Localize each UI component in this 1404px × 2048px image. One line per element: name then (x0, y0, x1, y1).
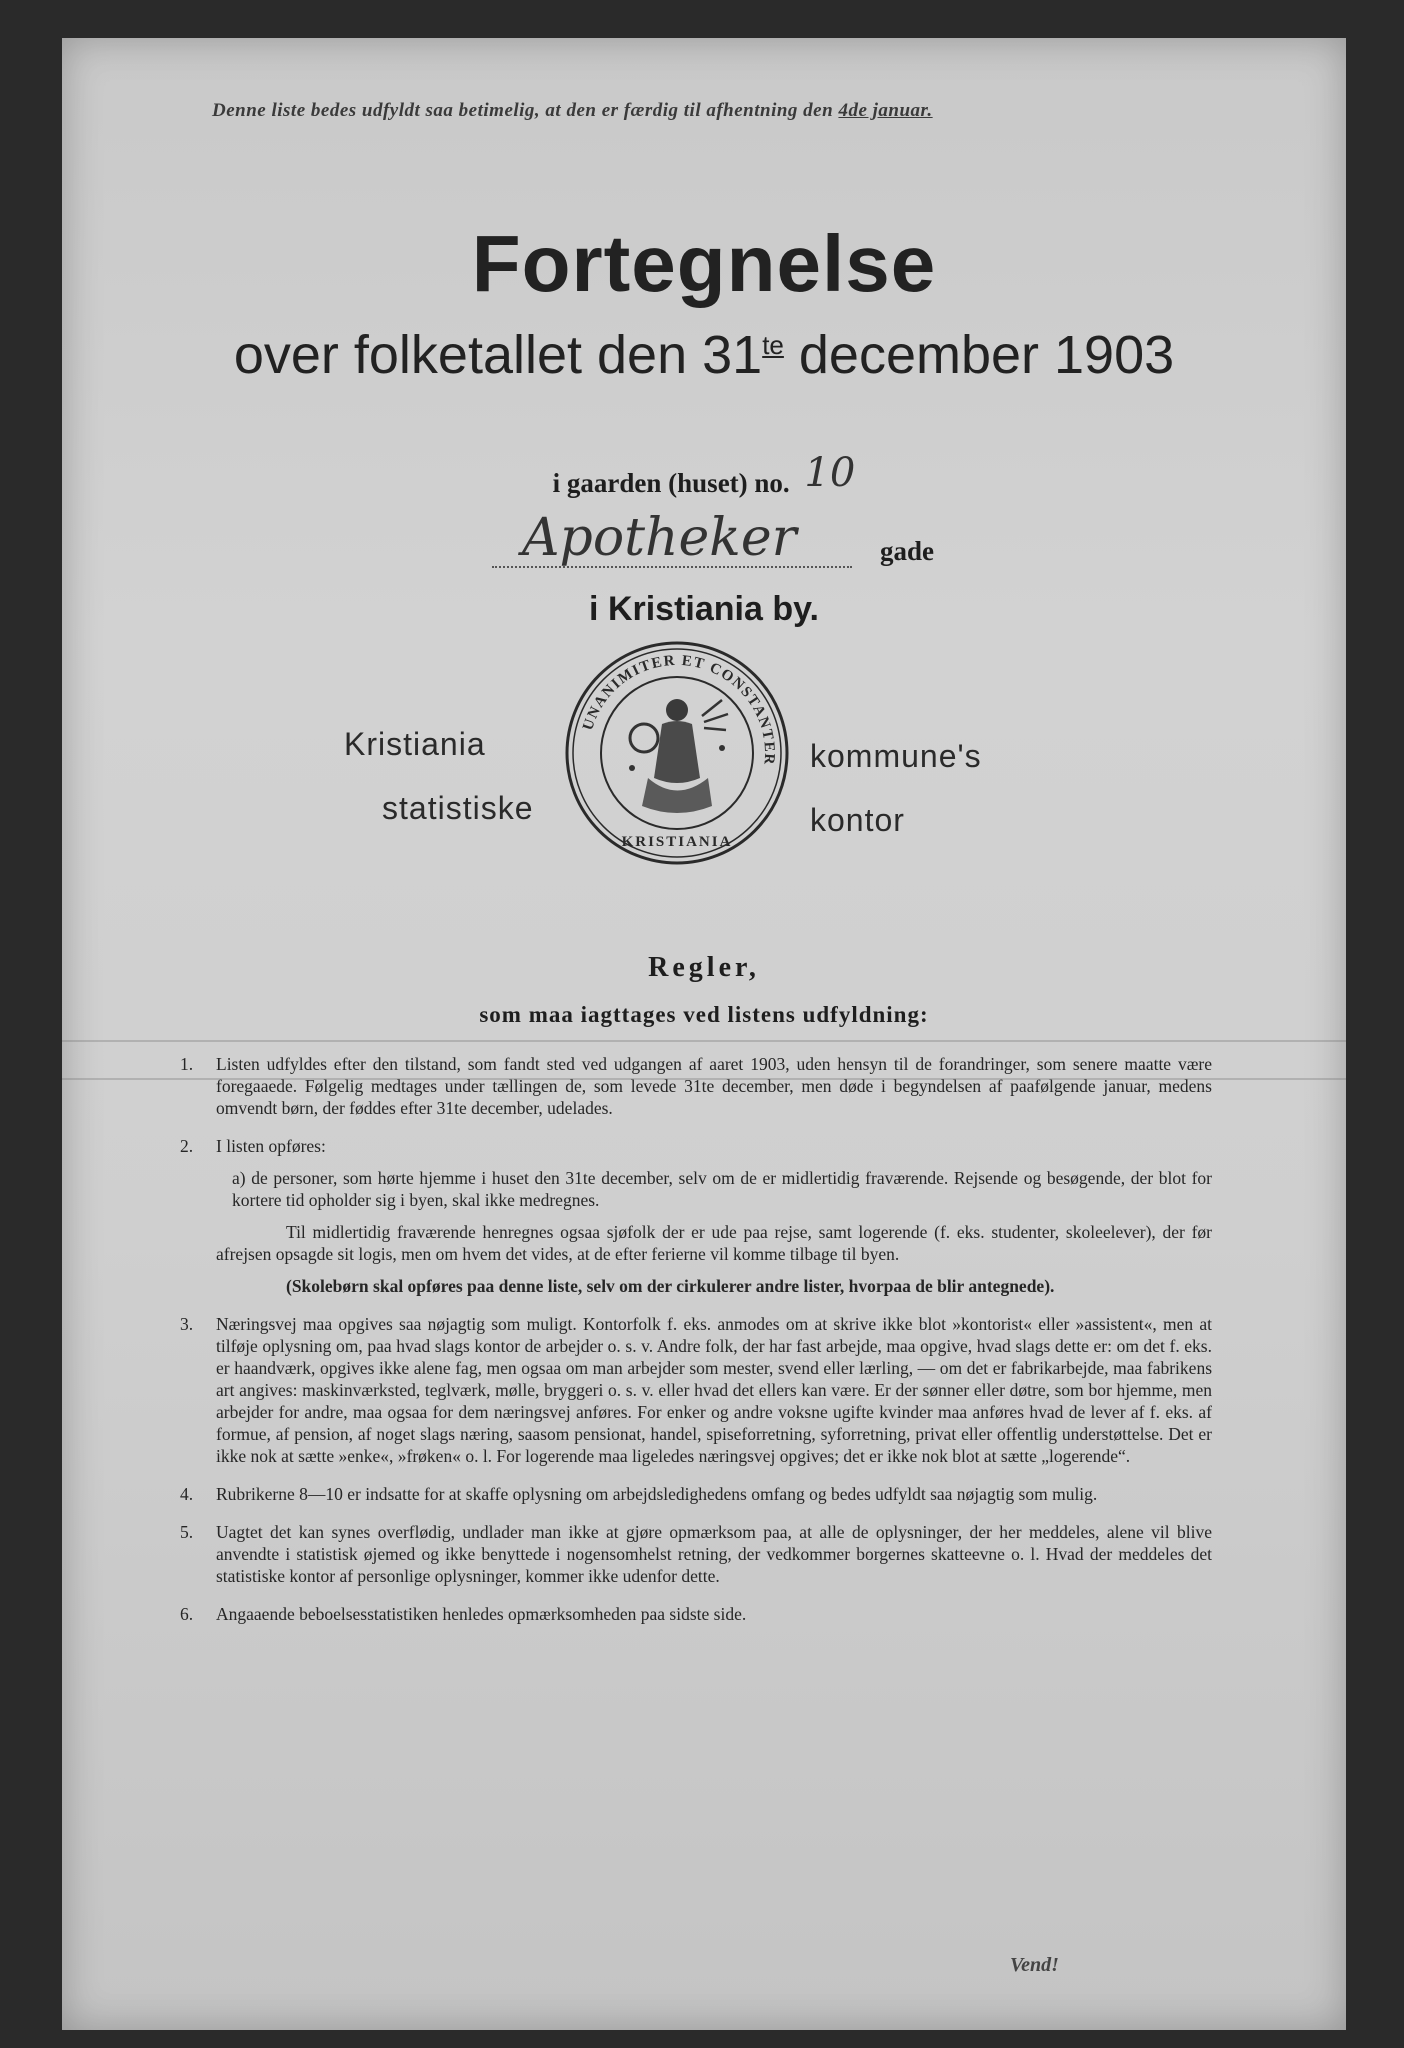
house-label: i gaarden (huset) no. (552, 468, 790, 498)
rule-item (180, 1603, 1212, 1625)
rule-item (180, 1313, 1212, 1467)
rule-subitem-a: a) de personer, som hørte hjemme i huset den 31te december, selv om de er midlertidig fraværende. Rejsende og besøgende, der blot for kortere tid opholder sig i byen, skal ikke medregnes. (232, 1168, 1212, 1210)
rule-item (180, 1135, 1212, 1297)
rule-number: 5. (180, 1522, 194, 1542)
house-number-handwritten: 10 (804, 450, 856, 496)
office-right-bottom: kontor (810, 802, 905, 838)
header-note-text: Denne liste bedes udfyldt saa betimelig, at den er færdig til afhentning den (212, 100, 834, 121)
turn-page-note: Vend! (1010, 1954, 1059, 1976)
rule-text: Rubrikerne 8—10 er indsatte for at skaffe oplysning om arbejdsledighedens omfang og bedes udfyldt saa nøjagtig som mulig. (216, 1484, 1098, 1504)
rule-number: 2. (180, 1136, 194, 1156)
office-right-top: kommune's (810, 738, 982, 774)
rule-item (180, 1483, 1212, 1505)
rule-number: 1. (180, 1054, 194, 1074)
header-note-date: 4de januar. (838, 100, 933, 121)
street-fill-rule (492, 566, 852, 568)
subtitle-before: over folketallet den 31 (233, 325, 763, 385)
office-left-bottom: statistiske (382, 790, 534, 826)
form-subtitle (62, 324, 1346, 386)
street-line (492, 508, 1012, 578)
rule-number: 6. (180, 1604, 194, 1624)
rules-subtitle: som maa iagttages ved listens udfyldning: (479, 1002, 929, 1027)
rule-text: Næringsvej maa opgives saa nøjagtig som muligt. Kontorfolk f. eks. anmodes om at skrive ikke blot »kontorist« eller »assistent«, men at tilføje oplysning om, paa hvad slags kontor de arbejder o. s. v. Andre folk, der har fast arbejde, maa opgive, hvad slags dette er: om det f. eks. er haandværk, opgives ikke alene fag, men ogsaa om man arbejder som mester, svend eller lærling, — om det er fabrikarbejde, maa fabrikens art angives: maskinværksted, teglværk, mølle, bryggeri o. s. v. eller hvad det ellers kan være. Er der sønner eller døtre, som bor hjemme, men arbejder for andre, maa ogsaa for dem næringsvej anføres. For enker og andre voksne ugifte kvinder maa anføres hvad de lever af f. eks. af formue, af pension, af noget slags næring, saasom pensionat, handel, spiseforretning, syforretning, privat eller offentlig understøttelse. Det er ikke nok at sætte »enke«, »frøken« o. l. For logerende maa ligeledes næringsvej opgives; det er ikke nok blot at sætte „logerende“. (216, 1314, 1212, 1466)
subtitle-after: december 1903 (783, 325, 1175, 385)
rule-number: 4. (180, 1484, 194, 1504)
street-name-handwritten: Apotheker (522, 508, 797, 568)
rules-list (180, 1053, 1212, 1641)
rule-paragraph: (Skolebørn skal opføres paa denne liste, selv om der cirkulerer andre lister, hvorpaa de blir antegnede). (286, 1276, 1055, 1296)
rule-number: 3. (180, 1314, 194, 1334)
house-number-line (62, 450, 1346, 502)
seal-ring-text: UNANIMITER ET CONSTANTER (580, 652, 778, 767)
fold-crease (62, 1040, 1346, 1042)
form-title: Fortegnelse (471, 219, 937, 308)
city-seal-icon (562, 638, 792, 868)
office-left-top: Kristiania (344, 726, 486, 762)
rule-item (180, 1053, 1212, 1119)
street-suffix: gade (880, 536, 934, 566)
rule-text: Listen udfyldes efter den tilstand, som fandt sted ved udgangen af aaret 1903, uden hensyn til de forandringer, som senere maatte være foregaaede. Følgelig medtages under tællingen de, som levede 31te december, men døde i begyndelsen af paafølgende januar, medens omvendt børn, der føddes efter 31te december, udelades. (216, 1054, 1212, 1118)
subtitle-sup: te (762, 330, 784, 360)
census-form-page (62, 38, 1346, 2030)
rule-text: Angaaende beboelsesstatistiken henledes opmærksomheden paa sidste side. (216, 1604, 747, 1624)
rule-intro: I listen opføres: (216, 1136, 326, 1156)
rule-item (180, 1521, 1212, 1587)
city-line: i Kristiania by. (589, 590, 819, 628)
rule-paragraph: Til midlertidig fraværende henregnes ogsaa sjøfolk der er ude paa rejse, samt logerende (f. eks. studenter, skoleelever), der før afrejsen opsagde sit logis, men om hvem det vides, at de efter ferierne vil komme tilbage til byen. (216, 1222, 1212, 1264)
rules-title: Regler, (648, 952, 760, 983)
header-note (212, 100, 1252, 122)
seal-bottom-text: KRISTIANIA (621, 834, 733, 850)
rule-text: Uagtet det kan synes overflødig, undlader man ikke at gjøre opmærksom paa, at alle de oplysninger, der her meddeles, alene vil blive anvendte i statistisk øjemed og ikke benyttede i nogensomhelst retning, der vedkommer borgernes skatteevne o. l. Hvad der meddeles det statistiske kontor af personlige oplysninger, kommer ikke udenfor dette. (216, 1522, 1212, 1586)
